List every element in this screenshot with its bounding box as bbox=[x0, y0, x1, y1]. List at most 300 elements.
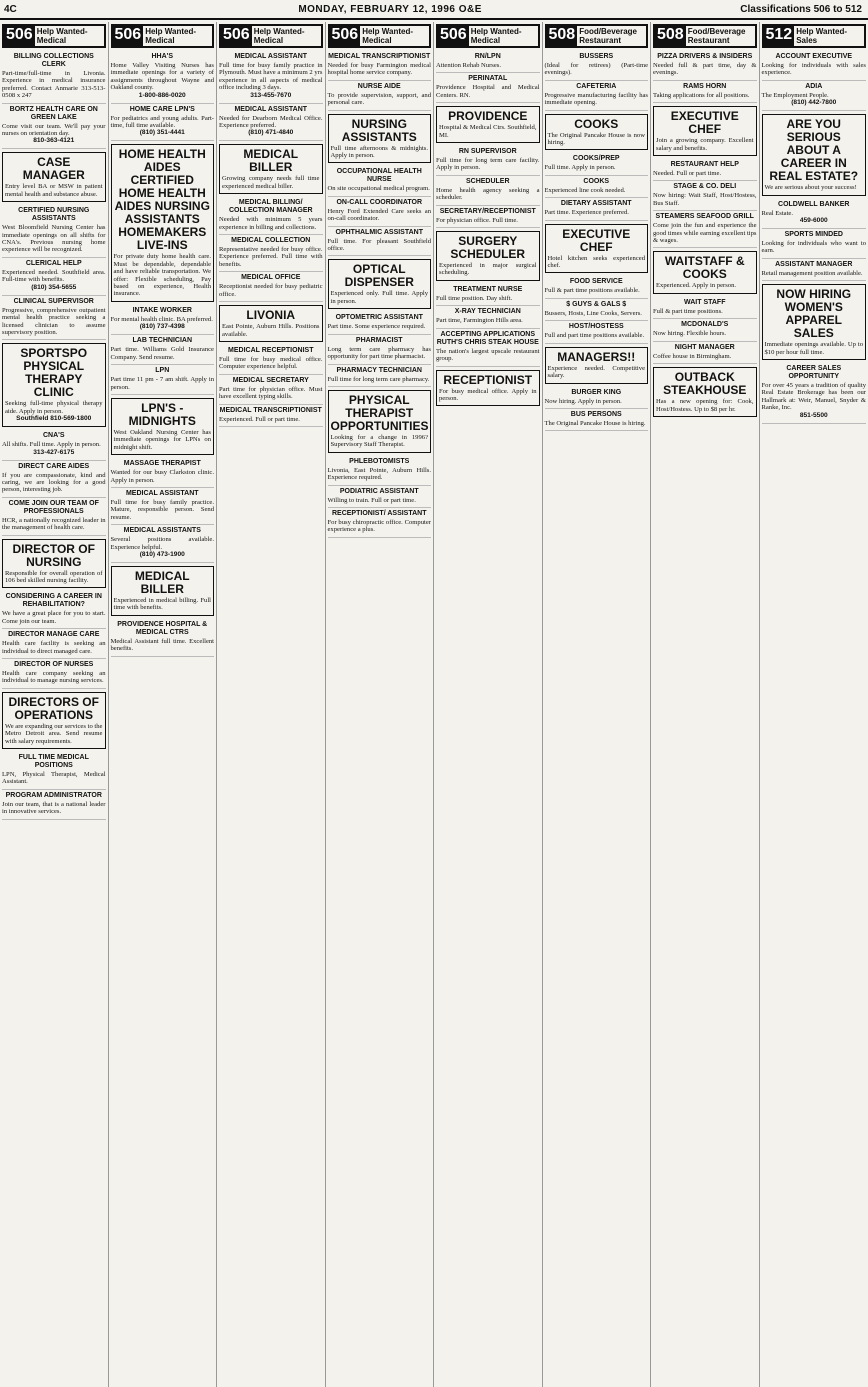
classified-ad bbox=[2, 461, 106, 498]
ad-body: Needed for Dearborn Medical Office. Experience preferred. bbox=[219, 114, 323, 130]
ad-body: Coffee house in Birmingham. bbox=[653, 352, 732, 360]
ad-title: MASSAGE THERAPIST bbox=[123, 460, 201, 468]
ad-body: West Oakland Nursing Center has immediate openings for LPNs on midnight shift. bbox=[113, 428, 211, 451]
ad-title: NOW HIRING WOMEN'S APPAREL SALES bbox=[776, 287, 852, 341]
ad-body: Health care facility is seeking an individual to direct managed care. bbox=[2, 640, 106, 655]
ad-body: Progressive manufacturing facility has immediate opening. bbox=[544, 91, 648, 107]
classified-ad bbox=[219, 272, 323, 302]
ad-body: Experienced. Apply in person. bbox=[656, 282, 737, 290]
classified-ad bbox=[653, 106, 757, 156]
classified-ad bbox=[2, 692, 106, 749]
ad-title: COME JOIN OUR TEAM OF PROFESSIONALS bbox=[8, 499, 99, 515]
ad-body: Needed. Full or part time. bbox=[653, 170, 722, 178]
ad-body: For over 45 years a tradition of quality Real Estate Brokerage has been our Hallmark at: Weir, Manuel, Snyder & Ranke, Inc. bbox=[761, 382, 866, 412]
classified-ad bbox=[328, 197, 432, 227]
ad-body: West Bloomfield Nursing Center has immediate openings on all shifts for CNA's. Previous nursing home experience will be recognized. bbox=[2, 224, 106, 254]
ad-body: Full time. Apply in person. bbox=[544, 164, 616, 172]
ad-contact: (810) 471-4840 bbox=[248, 129, 294, 137]
ad-body: Part time. Experience preferred. bbox=[544, 209, 629, 217]
ad-body: For busy chiropractic office. Computer experience a plus. bbox=[327, 518, 431, 534]
classified-ad bbox=[328, 312, 432, 334]
classified-ad bbox=[653, 342, 757, 364]
classified-ad bbox=[436, 284, 540, 306]
ad-body: Entry level BA or MSW in patient mental health and substance abuse. bbox=[5, 183, 103, 198]
classified-ad bbox=[328, 335, 432, 365]
section-header bbox=[2, 24, 106, 48]
ad-title: FOOD SERVICE bbox=[569, 278, 623, 286]
ad-body: Full time for busy medical office. Computer experience helpful. bbox=[219, 355, 323, 371]
classified-ad bbox=[436, 106, 540, 143]
ad-title: PROVIDENCE HOSPITAL & MEDICAL CTRS bbox=[117, 620, 208, 636]
ad-body: Experienced only. Full time. Apply in person. bbox=[330, 290, 428, 305]
ad-title: ACCOUNT EXECUTIVE bbox=[775, 53, 853, 60]
ad-body: Taking applications for all positions. bbox=[653, 91, 750, 99]
ad-body: Experienced in medical billing. Full time with benefits. bbox=[113, 596, 211, 612]
classified-ad bbox=[762, 284, 867, 360]
classified-ad bbox=[762, 363, 867, 424]
ad-contact: (810) 473-1900 bbox=[139, 550, 185, 558]
classified-ad bbox=[2, 629, 106, 659]
ad-body: The Original Pancake House is hiring. bbox=[544, 419, 646, 427]
ad-title: LPN bbox=[155, 367, 170, 375]
ad-title: CONSIDERING A CAREER IN REHABILITATION? bbox=[5, 593, 102, 609]
ad-title: HOST/HOSTESS bbox=[568, 323, 624, 331]
ad-body: Join a growing company. Excellent salary and benefits. bbox=[656, 137, 754, 152]
classified-ad bbox=[328, 114, 432, 164]
ad-body: We are serious about your success! bbox=[764, 184, 857, 192]
classified-ad bbox=[328, 508, 432, 538]
classified-ad bbox=[2, 258, 106, 296]
ad-body: Part-time/full-time in Livonia. Experience in medical insurance preferred. Contact Anmarie 313-513-0508 x 247 bbox=[2, 70, 106, 100]
ad-title: MEDICAL ASSISTANT bbox=[125, 489, 199, 497]
ad-title: MANAGERS!! bbox=[557, 349, 636, 364]
ad-title: FULL TIME MEDICAL POSITIONS bbox=[18, 754, 89, 770]
classified-ad bbox=[328, 227, 432, 257]
ad-body: Henry Ford Extended Care seeks an on-call coordinator. bbox=[327, 207, 431, 223]
ad-body: Wanted for our busy Clarkston clinic. Apply in person. bbox=[110, 469, 214, 484]
ad-contact: 810-363-4121 bbox=[33, 137, 75, 145]
classified-ad bbox=[111, 144, 215, 301]
classified-ad bbox=[111, 51, 215, 104]
ad-title: MEDICAL ASSISTANT bbox=[234, 105, 308, 113]
ad-body: Looking for individuals who want to earn. bbox=[761, 240, 866, 255]
ad-title: DIETARY ASSISTANT bbox=[560, 200, 632, 208]
classified-ad bbox=[545, 51, 649, 81]
classified-ad bbox=[545, 321, 649, 343]
ad-title: INTAKE WORKER bbox=[132, 306, 192, 314]
ad-title: CLERICAL HELP bbox=[25, 259, 82, 267]
ad-title: COOKS bbox=[583, 177, 610, 185]
ad-body: Retail management position available. bbox=[761, 269, 863, 277]
classified-ad bbox=[762, 114, 867, 195]
classified-column bbox=[109, 22, 218, 1387]
ad-body: Full time for long term care facility. Apply in person. bbox=[436, 157, 540, 172]
classified-ad bbox=[2, 51, 106, 104]
ad-contact: 313-427-6175 bbox=[33, 448, 75, 456]
classified-ad bbox=[219, 104, 323, 142]
classified-ad bbox=[762, 81, 867, 111]
classified-ad bbox=[328, 166, 432, 196]
ad-title: TREATMENT NURSE bbox=[453, 285, 523, 293]
ad-body: Experience needed. Competitive salary. bbox=[547, 364, 645, 380]
ad-body: Progressive, comprehensive outpatient mental health practice seeking a licensed clinician to assume supervisory position. bbox=[2, 306, 106, 336]
section-header bbox=[219, 24, 323, 48]
page-number: 4C bbox=[4, 3, 17, 15]
ad-body: Willing to train. Full or part time. bbox=[327, 496, 416, 504]
classified-ad bbox=[2, 104, 106, 150]
ad-title: MEDICAL ASSISTANT bbox=[234, 53, 308, 60]
ad-title: MEDICAL TRANSCRIPTIONIST bbox=[219, 406, 322, 414]
ad-body: Full and part time positions available. bbox=[544, 332, 645, 340]
ad-body: HCR, a nationally recognized leader in the management of health care. bbox=[2, 516, 106, 532]
classified-ad bbox=[219, 197, 323, 235]
ad-body: Needed for busy Farmington medical hospital home service company. bbox=[327, 62, 431, 77]
classified-ad bbox=[219, 51, 323, 104]
ad-title: OCCUPATIONAL HEALTH NURSE bbox=[336, 168, 422, 184]
ad-title: CNA'S bbox=[43, 432, 65, 440]
ad-body: Join our team, that is a national leader in innovative services. bbox=[2, 800, 106, 816]
ad-body: For busy medical office. Apply in person. bbox=[439, 387, 537, 402]
ad-body: For mental health clinic. BA preferred. bbox=[110, 315, 213, 323]
classified-ad bbox=[545, 198, 649, 220]
ad-title: ASSISTANT MANAGER bbox=[775, 260, 853, 268]
section-header bbox=[436, 24, 540, 48]
ad-title: BILLING COLLECTIONS CLERK bbox=[13, 53, 94, 68]
ad-body: Full time for long term care pharmacy. bbox=[327, 375, 430, 383]
ad-body: Full time. For pleasant Southfield office. bbox=[327, 237, 431, 253]
classified-ad bbox=[436, 51, 540, 73]
ad-body: Livonia, East Pointe, Auburn Hills. Experience required. bbox=[327, 466, 431, 482]
classified-ad bbox=[436, 73, 540, 103]
ad-body: Providence Hospital and Medical Centers. RN. bbox=[436, 84, 540, 99]
ad-body: Experienced line cook needed. bbox=[544, 186, 626, 194]
section-number: 508 bbox=[655, 26, 686, 46]
ad-body: Looking for individuals with sales experience. bbox=[761, 62, 866, 77]
section-header bbox=[111, 24, 215, 48]
ad-title: MEDICAL BILLER bbox=[243, 147, 299, 175]
ad-body: Hotel kitchen seeks experienced chef. bbox=[547, 254, 645, 270]
ad-body: Attention Rehab Nurses. bbox=[436, 62, 502, 69]
ad-title: NIGHT MANAGER bbox=[674, 343, 735, 351]
ad-title: CERTIFIED NURSING ASSISTANTS bbox=[18, 207, 90, 223]
ad-title: OPTICAL DISPENSER bbox=[344, 262, 414, 290]
ad-title: COOKS bbox=[574, 116, 619, 131]
classified-ad bbox=[219, 345, 323, 375]
ad-body: Hospital & Medical Ctrs. Southfield, MI. bbox=[439, 124, 537, 139]
ad-title: PODIATRIC ASSISTANT bbox=[339, 487, 419, 495]
classified-ad bbox=[436, 146, 540, 176]
classified-ad bbox=[653, 367, 757, 417]
classified-ad bbox=[436, 206, 540, 228]
ad-title: NURSE AIDE bbox=[357, 82, 401, 90]
section-header bbox=[762, 24, 867, 48]
ad-title: MCDONALD'S bbox=[681, 321, 729, 329]
classified-ad bbox=[653, 211, 757, 248]
classified-ad bbox=[219, 375, 323, 405]
classified-column bbox=[543, 22, 652, 1387]
classified-ad bbox=[111, 398, 215, 455]
ad-contact: Southfield 810-569-1800 bbox=[16, 415, 92, 423]
classified-ad bbox=[328, 486, 432, 508]
ad-title: CAREER SALES OPPORTUNITY bbox=[786, 365, 842, 381]
ad-title: BORTZ HEALTH CARE ON GREEN LAKE bbox=[9, 105, 98, 121]
classified-ad bbox=[545, 299, 649, 321]
classified-ad bbox=[436, 176, 540, 206]
ad-title: COOKS/PREP bbox=[572, 155, 620, 163]
ad-contact: 459-6000 bbox=[799, 217, 828, 225]
ad-title: MEDICAL BILLER bbox=[134, 568, 190, 596]
classified-ad bbox=[436, 306, 540, 328]
ad-title: CASE MANAGER bbox=[22, 155, 85, 183]
ad-body: Seeking full-time physical therapy aide. Apply in person. bbox=[5, 400, 103, 415]
ad-contact: (810) 737-4398 bbox=[139, 323, 185, 331]
ad-body: East Pointe, Auburn Hills. Positions available. bbox=[222, 323, 320, 338]
ad-body: We are expanding our services to the Metro Detroit area. Send resume with salary requirements. bbox=[5, 722, 103, 745]
ad-title: BUS PERSONS bbox=[570, 410, 622, 418]
classified-ad bbox=[219, 305, 323, 342]
classified-ad bbox=[219, 405, 323, 427]
classified-ad bbox=[545, 409, 649, 431]
ad-title: NURSING ASSISTANTS bbox=[341, 116, 417, 144]
ad-contact: 1-800-886-0020 bbox=[138, 91, 186, 99]
classified-ad bbox=[653, 251, 757, 293]
ad-body: Full time position. Day shift. bbox=[436, 294, 513, 302]
classified-ad bbox=[653, 159, 757, 181]
classified-ad bbox=[2, 152, 106, 202]
ad-title: SECRETARY/RECEPTIONIST bbox=[439, 207, 536, 215]
section-number: 506 bbox=[4, 26, 35, 46]
ad-body: Full & part time positions available. bbox=[544, 287, 640, 295]
ad-body: Part time, Farmington Hills area. bbox=[436, 317, 523, 325]
section-label: Help Wanted-Medical bbox=[470, 27, 522, 45]
classified-ad bbox=[111, 305, 215, 335]
ad-body: To provide supervision, support, and personal care. bbox=[327, 91, 431, 107]
ad-body: Long term care pharmacy has opportunity for part time pharmacist. bbox=[327, 345, 431, 361]
ad-title: LPN'S - MIDNIGHTS bbox=[128, 400, 196, 428]
ad-title: HHA'S bbox=[151, 53, 173, 60]
ad-body: Representative needed for busy office. Experience preferred. Full time with benefits. bbox=[219, 246, 323, 268]
classified-ad bbox=[436, 329, 540, 367]
ad-body: Part time. Some experience required. bbox=[327, 323, 426, 331]
classified-ad bbox=[436, 231, 540, 281]
classified-ad bbox=[219, 235, 323, 272]
section-label: Help Wanted-Medical bbox=[145, 27, 197, 45]
ad-body: We have a great place for you to start. Come join our team. bbox=[2, 610, 106, 625]
ad-title: CAFETERIA bbox=[576, 82, 617, 90]
classified-ad bbox=[653, 319, 757, 341]
ad-title: MEDICAL OFFICE bbox=[241, 274, 301, 282]
ad-body: Full time for busy family practice. Mature, responsible person. Send resume. bbox=[110, 498, 214, 521]
section-label: Food/Beverage Restaurant bbox=[579, 27, 637, 45]
ad-title: OPTOMETRIC ASSISTANT bbox=[335, 314, 423, 322]
ad-body: Medical Assistant full time. Excellent benefits. bbox=[110, 637, 214, 653]
classified-ad bbox=[653, 51, 757, 81]
ad-title: MEDICAL RECEPTIONIST bbox=[228, 346, 314, 354]
ad-body: Experienced. Full or part time. bbox=[219, 415, 300, 423]
ad-body: The Employment People. bbox=[761, 91, 829, 99]
ad-title: WAIT STAFF bbox=[684, 298, 726, 306]
page-date: MONDAY, FEBRUARY 12, 1996 O&E bbox=[298, 3, 482, 15]
ad-contact: 851-5500 bbox=[799, 411, 828, 419]
ad-body: Now hiring. Flexible hours. bbox=[653, 330, 727, 338]
classified-column bbox=[326, 22, 435, 1387]
ad-body: Part time 11 pm - 7 am shift. Apply in person. bbox=[110, 376, 214, 391]
classified-column bbox=[217, 22, 326, 1387]
columns bbox=[0, 22, 868, 1387]
classified-ad bbox=[111, 104, 215, 142]
classified-ad bbox=[328, 259, 432, 309]
classified-ad bbox=[2, 591, 106, 629]
classified-ad bbox=[762, 199, 867, 229]
classified-ad bbox=[545, 224, 649, 274]
classified-ad bbox=[2, 430, 106, 460]
ad-body: Full & part time positions. bbox=[653, 307, 723, 315]
ad-contact: (810) 442-7800 bbox=[791, 99, 837, 107]
classified-ad bbox=[545, 176, 649, 198]
classified-ad bbox=[762, 51, 867, 81]
ad-body: The Original Pancake House is now hiring. bbox=[547, 131, 645, 147]
ad-body: Looking for a change in 1996? Supervisory Staff Therapist. bbox=[330, 433, 428, 449]
classified-ad bbox=[111, 458, 215, 488]
ad-title: MEDICAL COLLECTION bbox=[231, 237, 311, 245]
classified-ad bbox=[328, 390, 432, 453]
ad-title: SURGERY SCHEDULER bbox=[450, 234, 526, 262]
ad-body: (Ideal for retirees) (Part-time evenings). bbox=[544, 62, 648, 77]
ad-body: On site occupational medical program. bbox=[327, 185, 430, 193]
ad-body: Immediate openings available. Up to $10 per hour full time. bbox=[764, 341, 863, 356]
classified-ad bbox=[2, 752, 106, 790]
classified-ad bbox=[545, 387, 649, 409]
ad-title: DIRECTOR MANAGE CARE bbox=[8, 631, 100, 639]
ad-title: BUSSERS bbox=[579, 53, 614, 60]
classified-ad bbox=[219, 144, 323, 194]
classified-ad bbox=[545, 114, 649, 151]
section-number: 506 bbox=[221, 26, 252, 46]
ad-title: MEDICAL TRANSCRIPTIONIST bbox=[328, 53, 431, 60]
section-number: 512 bbox=[764, 26, 795, 46]
section-label: Food/Beverage Restaurant bbox=[687, 27, 746, 45]
classified-column bbox=[760, 22, 868, 1387]
classified-ad bbox=[2, 659, 106, 689]
ad-title: MEDICAL SECRETARY bbox=[232, 376, 309, 384]
classified-column bbox=[651, 22, 760, 1387]
ad-body: Come visit our team. We'll pay your nurses on orientation day. bbox=[2, 122, 106, 138]
ad-body: Full time for busy family practice in Plymouth. Must have a minimum 2 yrs experience in all aspects of medical office including 3 days. bbox=[219, 62, 323, 92]
classified-ad bbox=[653, 181, 757, 211]
classified-ad bbox=[2, 539, 106, 589]
ad-body: Home health agency seeking a scheduler. bbox=[436, 186, 540, 202]
ad-title: SCHEDULER bbox=[465, 177, 510, 185]
ad-title: STAGE & CO. DELI bbox=[673, 183, 737, 191]
classified-ad bbox=[545, 153, 649, 175]
ad-body: If you are compassionate, kind and caring, we are looking for a good person, interesting job. bbox=[2, 471, 106, 494]
ad-title: ARE YOU SERIOUS ABOUT A CAREER IN REAL ESTATE? bbox=[769, 117, 859, 184]
ad-body: All shifts. Full time. Apply in person. bbox=[2, 441, 101, 449]
ad-body: Growing company needs full time experienced medical biller. bbox=[222, 175, 320, 190]
ad-contact: (810) 354-5655 bbox=[31, 283, 77, 291]
ad-title: RN SUPERVISOR bbox=[458, 148, 517, 156]
ad-title: PIZZA DRIVERS & INSIDERS bbox=[657, 53, 753, 60]
classified-ad bbox=[2, 790, 106, 820]
ad-title: OUTBACK STEAKHOUSE bbox=[663, 370, 747, 398]
classified-ad bbox=[328, 456, 432, 486]
ad-body: Receptionist needed for busy pediatric office. bbox=[219, 283, 323, 298]
classified-ad bbox=[2, 343, 106, 427]
ad-title: RECEPTIONIST bbox=[443, 372, 533, 387]
ad-body: Home Valley Visiting Nurses has immediate openings for a variety of assignments throughout Wayne and Oakland county. bbox=[110, 62, 214, 92]
ad-title: PROVIDENCE bbox=[448, 109, 528, 124]
classified-ad bbox=[111, 365, 215, 395]
ad-title: WAITSTAFF & COOKS bbox=[664, 254, 745, 282]
classified-ad bbox=[328, 81, 432, 111]
ad-title: OPHTHALMIC ASSISTANT bbox=[335, 228, 423, 236]
ad-body: For physician office. Full time. bbox=[436, 216, 518, 224]
ad-body: Real Estate. bbox=[761, 209, 793, 217]
ad-title: RAMS HORN bbox=[683, 82, 727, 90]
ad-body: Come join the fun and experience the good times while earning excellent tips & wages. bbox=[653, 222, 757, 245]
ad-title: BURGER KING bbox=[571, 388, 622, 396]
classified-ad bbox=[328, 51, 432, 81]
ad-title: COLDWELL BANKER bbox=[778, 200, 850, 208]
ad-title: SPORTSPO PHYSICAL THERAPY CLINIC bbox=[20, 346, 88, 400]
ad-title: ACCEPTING APPLICATIONS RUTH'S CHRIS STEAK HOUSE bbox=[436, 330, 539, 346]
section-label: Help Wanted-Medical bbox=[253, 27, 305, 45]
section-label: Help Wanted-Medical bbox=[362, 27, 414, 45]
ad-contact: (810) 351-4441 bbox=[139, 129, 185, 137]
section-header bbox=[545, 24, 649, 48]
classified-ad bbox=[436, 370, 540, 407]
ad-body: Now hiring: Wait Staff, Host/Hostess, Bus Staff. bbox=[653, 192, 757, 207]
ad-title: MEDICAL BILLING/ COLLECTION MANAGER bbox=[228, 199, 313, 215]
ad-body: Needed full & part time, day & evenings. bbox=[653, 62, 757, 77]
section-header bbox=[653, 24, 757, 48]
classified-ad bbox=[111, 488, 215, 525]
ad-title: DIRECTORS OF OPERATIONS bbox=[8, 694, 99, 722]
ad-body: Part time for physician office. Must have excellent typing skills. bbox=[219, 385, 323, 401]
ad-title: HOME HEALTH AIDES CERTIFIED HOME HEALTH AIDES NURSING ASSISTANTS HOMEMAKERS LIVE-INS bbox=[114, 147, 210, 253]
classified-ad bbox=[545, 276, 649, 298]
classified-ad bbox=[653, 297, 757, 319]
ad-title: PHARMACY TECHNICIAN bbox=[336, 366, 422, 374]
ad-title: SPORTS MINDED bbox=[784, 231, 843, 239]
ad-title: $ GUYS & GALS $ bbox=[566, 300, 627, 308]
masthead bbox=[0, 0, 868, 20]
ad-title: PROGRAM ADMINISTRATOR bbox=[5, 791, 102, 799]
classified-ad bbox=[545, 347, 649, 384]
ad-title: MEDICAL ASSISTANTS bbox=[123, 527, 201, 535]
ad-body: LPN, Physical Therapist, Medical Assistant. bbox=[2, 771, 106, 786]
ad-body: The nation's largest upscale restaurant group. bbox=[436, 347, 540, 363]
ad-title: X-RAY TECHNICIAN bbox=[454, 308, 521, 316]
ad-title: PHYSICAL THERAPIST OPPORTUNITIES bbox=[330, 392, 429, 433]
classified-ad bbox=[545, 81, 649, 111]
section-number: 508 bbox=[547, 26, 578, 46]
ad-body: Experienced needed. Southfield area. Full-time with benefits. bbox=[2, 268, 106, 284]
ad-title: RESTAURANT HELP bbox=[670, 161, 739, 169]
ad-body: Responsible for overall operation of 106 bed skilled nursing facility. bbox=[5, 569, 103, 584]
section-label: Help Wanted-Medical bbox=[36, 27, 88, 45]
ad-title: RECEPTIONIST/ ASSISTANT bbox=[331, 509, 427, 517]
ad-body: Now hiring. Apply in person. bbox=[544, 397, 622, 405]
ad-title: ON-CALL COORDINATOR bbox=[336, 198, 423, 206]
classified-ad bbox=[762, 259, 867, 281]
classified-ad bbox=[2, 498, 106, 536]
ad-title: DIRECTOR OF NURSES bbox=[14, 661, 94, 668]
ad-title: EXECUTIVE CHEF bbox=[562, 226, 631, 254]
classified-ad bbox=[111, 335, 215, 365]
classified-ad bbox=[2, 205, 106, 258]
ad-title: EXECUTIVE CHEF bbox=[670, 109, 739, 137]
